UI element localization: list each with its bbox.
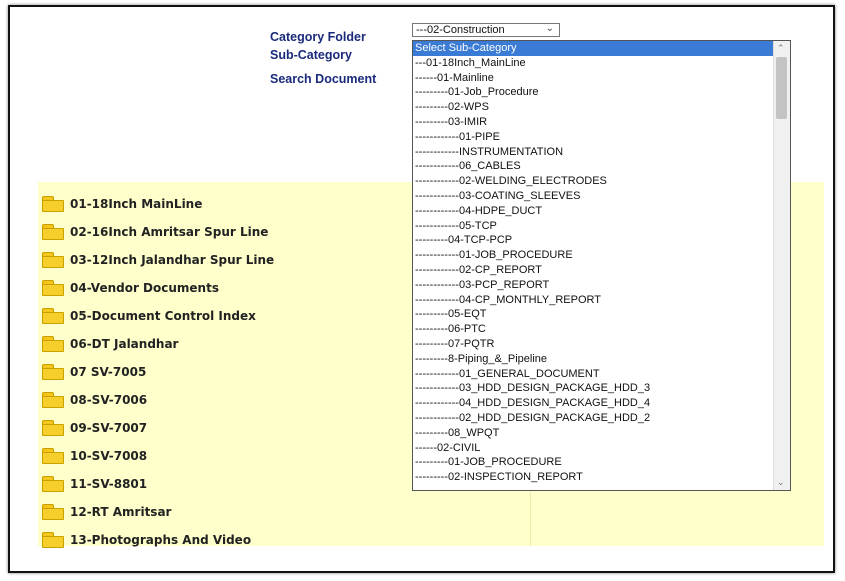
sub-category-option[interactable]: ------------02-WELDING_ELECTRODES <box>415 175 607 188</box>
folder-icon <box>42 308 64 324</box>
scroll-up-icon[interactable]: ⌃ <box>777 43 785 53</box>
sub-category-option-selected[interactable]: Select Sub-Category <box>413 41 790 56</box>
category-folder-value: ---02-Construction <box>416 24 505 36</box>
folder-item[interactable] <box>42 277 219 299</box>
folder-item[interactable] <box>42 333 178 355</box>
sub-category-option[interactable]: ------01-Mainline <box>415 71 494 84</box>
sub-category-option[interactable]: ------------06_CABLES <box>415 160 521 173</box>
folder-label: 08-SV-7006 <box>70 393 148 407</box>
folder-label: 02-16Inch Amritsar Spur Line <box>70 225 269 239</box>
folder-icon <box>42 532 64 548</box>
folder-label: 04-Vendor Documents <box>70 281 219 295</box>
sub-category-option[interactable]: ------------03-COATING_SLEEVES <box>415 189 581 202</box>
folder-item[interactable] <box>42 389 147 411</box>
sub-category-options <box>413 41 790 485</box>
sub-category-option[interactable]: ---------02-INSPECTION_REPORT <box>415 471 583 484</box>
sub-category-option[interactable]: ---------06-PTC <box>415 323 486 336</box>
folder-icon <box>42 504 64 520</box>
folder-item[interactable] <box>42 193 202 215</box>
folder-label: 03-12Inch Jalandhar Spur Line <box>70 253 275 267</box>
folder-label: 12-RT Amritsar <box>70 505 172 519</box>
folder-label: 01-18Inch MainLine <box>70 197 203 211</box>
sub-category-option[interactable]: ------------02_HDD_DESIGN_PACKAGE_HDD_2 <box>415 411 651 424</box>
folder-icon <box>42 448 64 464</box>
search-document-label: Search Document <box>270 72 377 86</box>
folder-item[interactable] <box>42 445 147 467</box>
folder-icon <box>42 196 64 212</box>
folder-label: 05-Document Control Index <box>70 309 256 323</box>
sub-category-option[interactable]: ---------07-PQTR <box>415 337 495 350</box>
folder-item[interactable] <box>42 417 147 439</box>
folder-item[interactable] <box>42 361 146 383</box>
folder-label: 09-SV-7007 <box>70 421 148 435</box>
folder-item[interactable] <box>42 249 274 271</box>
sub-category-option[interactable]: ---------04-TCP-PCP <box>415 234 513 247</box>
folder-item[interactable] <box>42 473 147 495</box>
sub-category-option[interactable]: ---------03-IMIR <box>415 115 488 128</box>
folder-label: 13-Photographs And Video <box>70 533 252 547</box>
folder-item[interactable] <box>42 305 256 327</box>
sub-category-option[interactable]: ------------04-HDPE_DUCT <box>415 204 543 217</box>
folder-icon <box>42 280 64 296</box>
sub-category-option[interactable]: ------------04_HDD_DESIGN_PACKAGE_HDD_4 <box>415 397 651 410</box>
scroll-thumb[interactable] <box>776 57 787 119</box>
sub-category-option[interactable]: ------------02-CP_REPORT <box>415 263 542 276</box>
folder-icon <box>42 364 64 380</box>
sub-category-option[interactable]: ---------01-Job_Procedure <box>415 86 539 99</box>
folder-label: 10-SV-7008 <box>70 449 148 463</box>
sub-category-option[interactable]: ------02-CIVIL <box>415 441 481 454</box>
folder-icon <box>42 420 64 436</box>
folder-icon <box>42 252 64 268</box>
sub-category-option[interactable]: ------------01_GENERAL_DOCUMENT <box>415 367 600 380</box>
dropdown-scrollbar[interactable] <box>773 41 790 490</box>
sub-category-option[interactable]: ------------05-TCP <box>415 219 497 232</box>
scroll-down-icon[interactable]: ⌄ <box>777 477 785 487</box>
sub-category-dropdown[interactable] <box>412 40 791 491</box>
sub-category-option[interactable]: ------------03-PCP_REPORT <box>415 278 550 291</box>
sub-category-option[interactable]: ---01-18Inch_MainLine <box>415 56 526 69</box>
folder-item[interactable] <box>42 529 251 551</box>
sub-category-option[interactable]: ---------01-JOB_PROCEDURE <box>415 456 562 469</box>
category-folder-label: Category Folder <box>270 30 366 44</box>
folder-label: 11-SV-8801 <box>70 477 148 491</box>
category-folder-select[interactable] <box>412 23 560 37</box>
sub-category-option[interactable]: ------------03_HDD_DESIGN_PACKAGE_HDD_3 <box>415 382 651 395</box>
sub-category-label: Sub-Category <box>270 48 352 62</box>
folder-label: 06-DT Jalandhar <box>70 337 179 351</box>
sub-category-option[interactable]: ------------01-JOB_PROCEDURE <box>415 249 573 262</box>
sub-category-option[interactable]: ------------INSTRUMENTATION <box>415 145 564 158</box>
sub-category-option[interactable]: ------------01-PIPE <box>415 130 500 143</box>
folder-icon <box>42 476 64 492</box>
sub-category-option[interactable]: ---------08_WPQT <box>415 426 500 439</box>
sub-category-option[interactable]: ------------04-CP_MONTHLY_REPORT <box>415 293 601 306</box>
folder-label: 07 SV-7005 <box>70 365 147 379</box>
folder-icon <box>42 224 64 240</box>
sub-category-option[interactable]: ---------8-Piping_&_Pipeline <box>415 352 548 365</box>
sub-category-option[interactable]: ---------02-WPS <box>415 101 489 114</box>
sub-category-option[interactable]: ---------05-EQT <box>415 308 487 321</box>
folder-icon <box>42 392 64 408</box>
folder-icon <box>42 336 64 352</box>
chevron-down-icon: ⌄ <box>545 23 554 34</box>
folder-item[interactable] <box>42 501 171 523</box>
folder-item[interactable] <box>42 221 268 243</box>
